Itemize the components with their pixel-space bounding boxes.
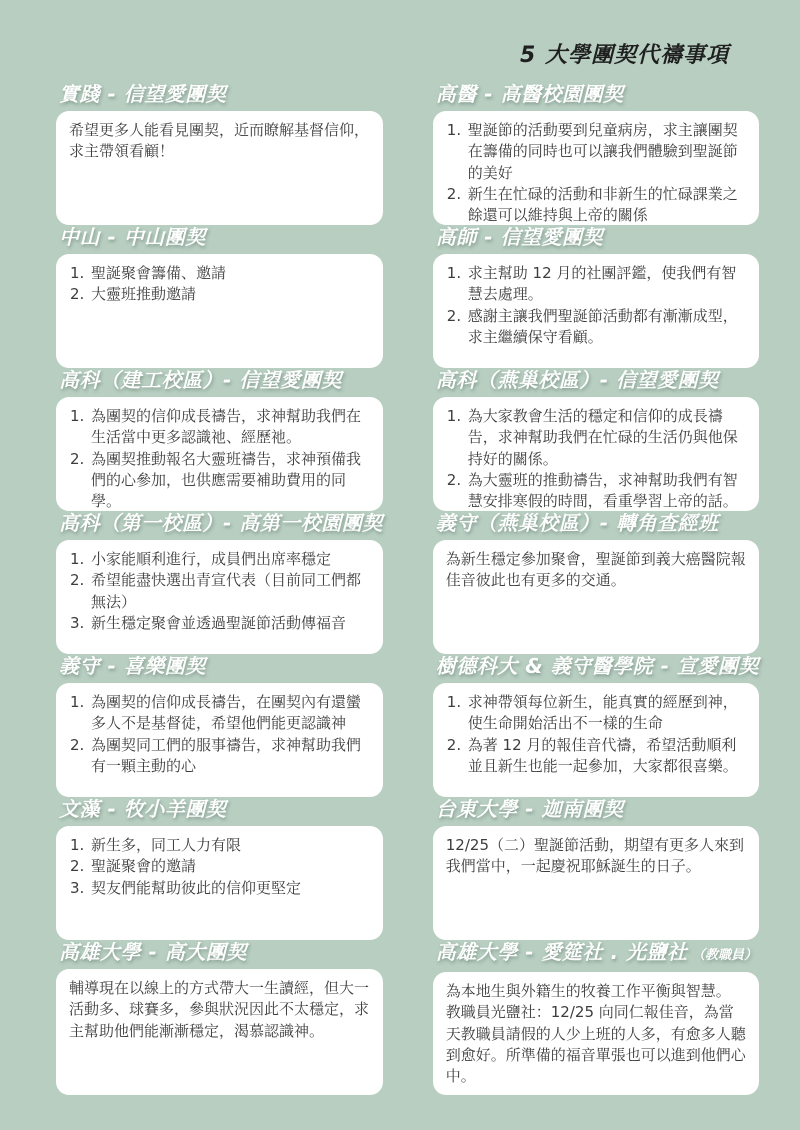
page-title: 5 大學團契代禱事項 [520, 43, 729, 68]
prayer-card [56, 540, 383, 654]
section-heading: 高科（建工校區）- 信望愛團契 [59, 368, 342, 392]
section-heading: 高科（燕巢校區）- 信望愛團契 [435, 368, 719, 392]
fellowship-section [433, 511, 759, 654]
prayer-card [433, 254, 759, 368]
section-heading: 中山 - 中山團契 [59, 225, 206, 249]
fellowship-section [56, 82, 383, 225]
section-heading: 高師 - 信望愛團契 [435, 225, 603, 249]
prayer-item: 契友們能幫助彼此的信仰更堅定 [91, 878, 302, 897]
fellowship-section [56, 511, 383, 654]
prayer-card [433, 972, 759, 1095]
left-column [56, 82, 383, 1095]
prayer-item-list [69, 692, 370, 777]
prayer-item: 為團契同工們的服事禱告，求神幫助我們有一顆主動的心 [91, 735, 362, 775]
fellowship-section [56, 797, 383, 940]
prayer-item: 求神帶領每位新生，能真實的經歷到神，使生命開始活出不一樣的生命 [467, 693, 738, 733]
prayer-item: 為團契的信仰成長禱告，求神幫助我們在生活當中更多認識祂、經歷祂。 [91, 407, 362, 447]
prayer-item: 為團契推動報名大靈班禱告，求神預備我們的心參加，也供應需要補助費用的同學。 [91, 449, 362, 511]
prayer-item-list [446, 263, 746, 348]
section-heading: 義守（燕巢校區）- 轉角查經班 [435, 511, 719, 535]
fellowship-section [433, 368, 759, 511]
prayer-paragraph: 輔導現在以線上的方式帶大一生讀經，但大一活動多、球賽多，參與狀況因此不太穩定，求主幫助他們能漸漸穩定，渴慕認識神。 [69, 979, 370, 1040]
section-heading: 實踐 - 信望愛團契 [59, 82, 227, 106]
prayer-item: 小家能順利進行，成員們出席率穩定 [91, 550, 332, 568]
prayer-card [433, 826, 759, 940]
prayer-card [56, 254, 383, 368]
prayer-item: 為團契的信仰成長禱告，在團契內有還蠻多人不是基督徒，希望他們能更認識神 [91, 693, 362, 733]
section-heading-suffix: （教職員） [687, 948, 758, 963]
prayer-paragraph: 教職員光鹽社：12/25 向同仁報佳音，為當天教職員請假的人少上班的人多，有愈多人聽到愈好。所準備的福音單張也可以進到他們心中。 [445, 1003, 746, 1086]
fellowship-section [56, 225, 383, 368]
prayer-item: 為大靈班的推動禱告，求神幫助我們有智慧安排寒假的時間，看重學習上帝的話。 [467, 470, 738, 511]
prayer-card [56, 826, 383, 940]
prayer-card [433, 683, 759, 797]
sections-grid [56, 82, 757, 1095]
prayer-item: 聖誕聚會的邀請 [91, 857, 197, 876]
prayer-item-list [69, 549, 370, 634]
prayer-card [433, 397, 759, 511]
section-heading: 義守 - 喜樂團契 [59, 654, 206, 678]
prayer-item-list [446, 692, 746, 777]
section-heading: 高科（第一校區）- 高第一校園團契 [59, 511, 383, 535]
fellowship-section [56, 940, 383, 1095]
section-heading: 台東大學 - 迦南團契 [435, 797, 624, 821]
prayer-paragraph: 希望更多人能看見團契，近而瞭解基督信仰，求主帶領看顧！ [69, 121, 370, 161]
prayer-item-list [69, 406, 370, 511]
prayer-card [56, 111, 383, 225]
section-heading: 高醫 - 高醫校園團契 [435, 82, 624, 106]
prayer-paragraph: 為本地生與外籍生的牧養工作平衡與智慧。 [445, 982, 731, 1000]
fellowship-section [56, 368, 383, 511]
prayer-item: 新生穩定聚會並透過聖誕節活動傳福音 [91, 613, 347, 632]
section-heading: 樹德科大 & 義守醫學院 - 宣愛團契 [435, 654, 759, 678]
prayer-item: 大靈班推動邀請 [91, 285, 197, 304]
fellowship-section [433, 940, 759, 1095]
fellowship-section [433, 225, 759, 368]
section-heading: 文藻 - 牧小羊團契 [59, 797, 227, 821]
prayer-item: 聖誕節的活動要到兒童病房，求主讓團契在籌備的同時也可以讓我們體驗到聖誕節的美好 [467, 121, 738, 182]
fellowship-section [433, 82, 759, 225]
prayer-item: 新生在忙碌的活動和非新生的忙碌課業之餘還可以維持與上帝的關係 [467, 184, 738, 225]
prayer-item-list [446, 406, 746, 511]
prayer-item: 感謝主讓我們聖誕節活動都有漸漸成型，求主繼續保守看顧。 [467, 306, 738, 346]
prayer-card [56, 397, 383, 511]
prayer-item: 為大家教會生活的穩定和信仰的成長禱告，求神幫助我們在忙碌的生活仍與他保持好的關係。 [467, 407, 738, 468]
title-row [56, 38, 757, 70]
fellowship-section [433, 797, 759, 940]
prayer-item-list [69, 835, 370, 899]
section-heading: 高雄大學 - 愛筵社 . 光鹽社 （教職員） [435, 940, 758, 964]
prayer-paragraph: 為新生穩定參加聚會，聖誕節到義大癌醫院報佳音彼此也有更多的交通。 [445, 550, 746, 590]
prayer-card [433, 111, 759, 225]
section-heading: 高雄大學 - 高大團契 [59, 940, 247, 964]
prayer-card [433, 540, 759, 654]
prayer-paragraph: 12/25（二）聖誕節活動，期望有更多人來到我們當中，一起慶祝耶穌誕生的日子。 [445, 836, 744, 876]
fellowship-section [56, 654, 383, 797]
prayer-item: 希望能盡快選出青宣代表（目前同工們都無法） [91, 571, 362, 611]
prayer-card [56, 683, 383, 797]
prayer-card [56, 969, 383, 1095]
prayer-item: 為著 12 月的報佳音代禱，希望活動順利並且新生也能一起參加，大家都很喜樂。 [467, 735, 738, 775]
prayer-item-list [446, 120, 746, 225]
fellowship-section [433, 654, 759, 797]
prayer-item: 求主幫助 12 月的社團評鑑，使我們有智慧去處理。 [467, 264, 737, 304]
prayer-item: 新生多，同工人力有限 [91, 836, 242, 854]
right-column [433, 82, 759, 1095]
prayer-item-list [69, 263, 370, 306]
prayer-item: 聖誕聚會籌備、邀請 [91, 264, 227, 282]
